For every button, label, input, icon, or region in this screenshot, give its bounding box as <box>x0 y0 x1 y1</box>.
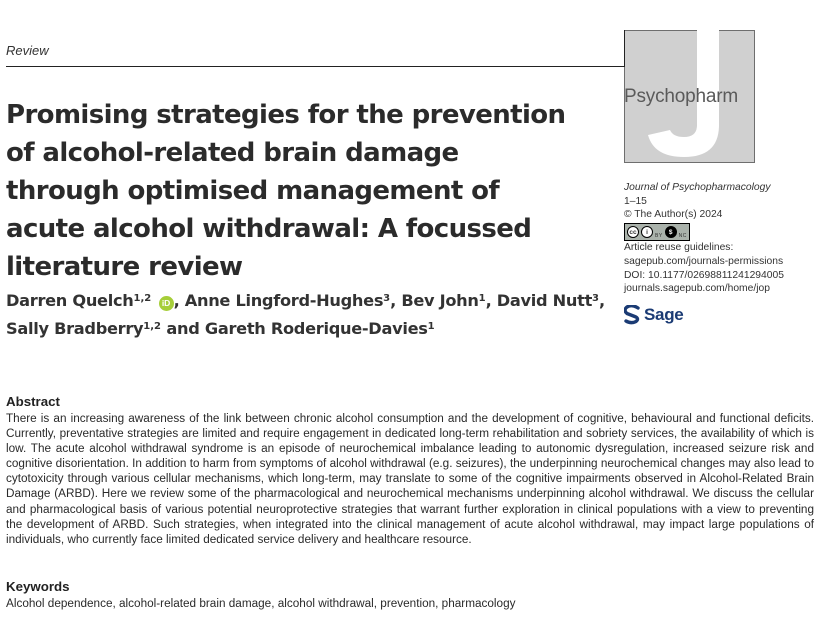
keywords-text: Alcohol dependence, alcohol-related brain damage, alcohol withdrawal, prevention, pharmacology <box>6 597 516 610</box>
sage-s-icon <box>624 305 640 325</box>
article-type-label: Review <box>6 43 49 58</box>
keywords-heading: Keywords <box>6 579 70 594</box>
header-rule <box>6 66 624 67</box>
author-conjunction: and <box>166 319 200 338</box>
cc-license-badge[interactable] <box>624 223 690 241</box>
author-affiliation: 3 <box>592 293 599 304</box>
author-affiliation: 1,2 <box>143 321 162 332</box>
author-affiliation: 1 <box>478 293 486 304</box>
nc-icon: $ <box>665 226 677 238</box>
publisher-logo[interactable] <box>624 305 683 325</box>
by-icon: i <box>641 226 653 238</box>
cc-icon: cc <box>627 226 639 238</box>
abstract-heading: Abstract <box>6 394 60 409</box>
author-name[interactable]: Darren Quelch <box>6 291 134 310</box>
author-list: Darren Quelch$^{1,2}$ iD , Anne Lingford-Hughes$^3$, Bev John$^1$, David Nutt$^3$, Sally Bradberry$^{1,2}$ and Gareth Roderique-Davies$^1$ <box>6 291 605 338</box>
page-range: 1–15 <box>624 195 647 207</box>
reuse-label: Article reuse guidelines: <box>624 242 734 254</box>
author-affiliation: 3 <box>383 293 391 304</box>
author-name[interactable]: Gareth Roderique-Davies <box>204 319 428 338</box>
orcid-icon[interactable]: iD <box>159 296 174 311</box>
author-affiliation: 1,2 <box>133 293 152 304</box>
journal-logo-text: Psychopharm <box>624 86 738 107</box>
author-affiliation: 1 <box>427 321 435 332</box>
article-title: Promising strategies for the prevention of alcohol-related brain damage through optimised management of acute alcohol withdrawal: A focussed literature review <box>6 100 566 282</box>
publisher-name: Sage <box>644 305 684 324</box>
journal-link[interactable]: journals.sagepub.com/home/jop <box>624 283 770 295</box>
author-name[interactable]: Anne Lingford-Hughes <box>184 291 384 310</box>
author-name[interactable]: Sally Bradberry <box>6 319 144 338</box>
journal-name: Journal of Psychopharmacology <box>624 182 771 193</box>
logo-rule <box>624 30 625 67</box>
nc-label: NC <box>678 233 687 240</box>
reuse-link[interactable]: sagepub.com/journals-permissions <box>624 255 784 267</box>
doi[interactable]: DOI: 10.1177/02698811241294005 <box>624 269 784 281</box>
abstract-text: There is an increasing awareness of the link between chronic alcohol consumption and the development of cognitive, behavioural and functional deficits. Currently, preventative strategies are limited and require engagement in dedicated long-term rehabilitation and sobriety services, the availability of which is low. The acute alcohol withdrawal syndrome is an episode of neurochemical imbalance leading to autonomic dysregulation, increased seizure risk and cognitive disorientation. In addition to harm from symptoms of alcohol withdrawal (e.g. seizures), the underpinning neurochemical changes may also lead to cytotoxicity through various cellular mechanisms, which long-term, may translate to some of the cognitive impairments observed in Alcohol-Related Brain Damage (ARBD). Here we review some of the pharmacological and neurochemical mechanisms underpinning alcohol withdrawal. We discuss the cellular and pharmacological basis of various potential neuroprotective strategies that warrant further exploration in clinical populations with a view to preventing the development of ARBD. Such strategies, when integrated into the clinical management of acute alcohol withdrawal, may impact large populations of individuals, who currently face limited dedicated service delivery and healthcare resource. <box>6 412 814 546</box>
article-metadata <box>624 181 819 296</box>
author-name[interactable]: Bev John <box>401 291 479 310</box>
author-name[interactable]: David Nutt <box>496 291 593 310</box>
by-label: BY <box>655 233 663 240</box>
copyright: © The Author(s) 2024 <box>624 209 723 221</box>
